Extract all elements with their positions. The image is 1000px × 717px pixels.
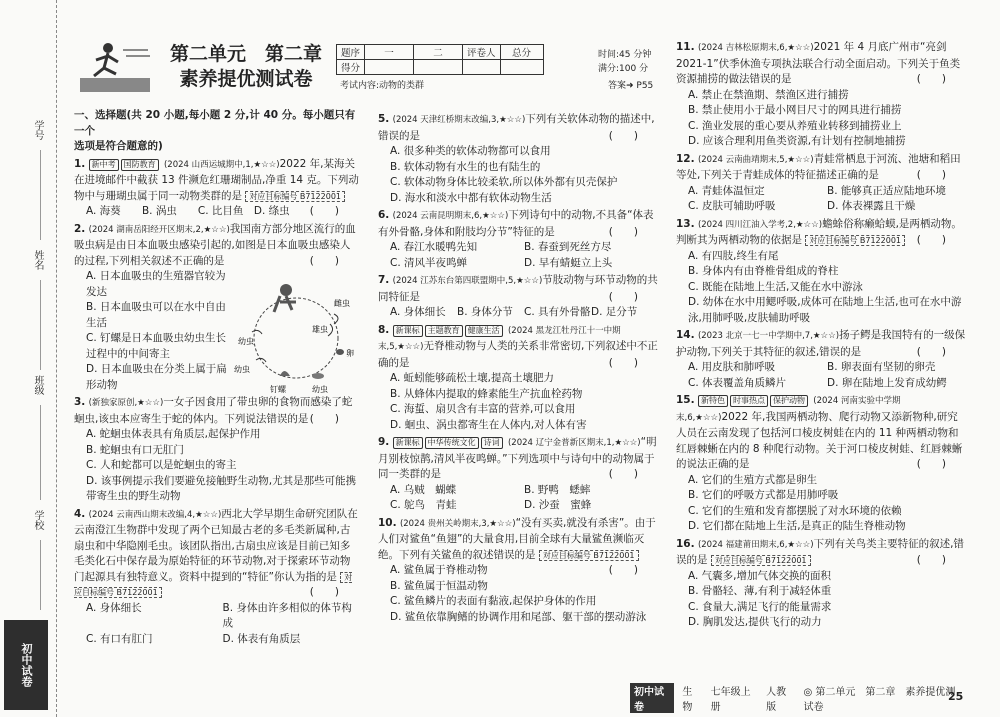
number-label: 学号 <box>32 120 43 140</box>
middle-column <box>378 110 658 625</box>
question-text: 2022 年,某海关在进境邮件中截获 13 件濒危红珊瑚制品,净重 14 克。下列动物中与珊瑚虫属于同一动物类群的是 <box>74 157 359 202</box>
male-label: 雄虫 <box>312 325 328 334</box>
score-cell: 题序 <box>337 45 365 60</box>
question-source: (2024 河南实验中学期末,6,★☆☆) <box>676 396 901 423</box>
answer-blank[interactable]: ( ) <box>309 254 339 267</box>
options-row <box>378 256 658 272</box>
answer-blank[interactable]: ( ) <box>309 586 339 598</box>
option[interactable]: D. 幼体在水中用鳃呼吸,成体可在陆地上生活,也可在水中游泳,用肺呼吸,皮肤辅助呼吸 <box>688 296 962 324</box>
question-tag: 诗词 <box>481 437 503 449</box>
school-label: 学校 <box>32 510 43 530</box>
fill-line <box>40 540 41 610</box>
binding-strip <box>0 0 57 717</box>
question-text: 一女子因食用了带虫卵的食物而感染了蛇蛔虫,该虫本应寄生于蛇的体内。下列说法错误的是 <box>74 396 353 425</box>
option[interactable]: C. 具有外骨骼 <box>524 306 591 318</box>
question-source: (2024 四川江油入学考,2,★☆☆) <box>697 219 823 230</box>
option[interactable]: D. 日本血吸虫在分类上属于扁形动物 <box>86 363 227 391</box>
option[interactable]: C. 鸵鸟 青蛙 <box>390 499 457 511</box>
option[interactable]: D. 沙蚕 蜜蜂 <box>524 499 592 511</box>
option[interactable]: C. 软体动物身体比较柔软,所以体外都有贝壳保护 <box>390 176 618 188</box>
question-tag: 新课标 <box>393 325 423 337</box>
question-source: (2024 湖南岳阳经开区期末,2,★☆☆) <box>88 224 230 235</box>
option[interactable]: B. 鲨鱼属于恒温动物 <box>390 579 488 592</box>
exam-meta <box>598 48 651 76</box>
options-row <box>676 184 966 200</box>
option[interactable]: A. 青蛙体温恒定 <box>688 184 765 197</box>
option[interactable]: B. 春蚕到死丝方尽 <box>524 241 612 253</box>
option[interactable]: A. 身体细长 <box>86 601 142 614</box>
question-text: 2021 年 4 月底广州市“亮剑2021-1”伏季休渔专项执法联合行动全面启动。下列关于鱼类资源捕捞的做法错误的是 <box>676 41 961 85</box>
score-cell: 一 <box>365 45 414 60</box>
option[interactable]: A. 春江水暖鸭先知 <box>390 241 478 253</box>
option[interactable]: D. 卵在陆地上发育成幼鳄 <box>827 376 947 389</box>
question-number: 8. <box>378 323 390 336</box>
option[interactable]: A. 用皮肤和肺呼吸 <box>688 361 776 373</box>
exam-header <box>78 40 658 96</box>
option[interactable]: D. 该事例提示我们要避免接触野生动物,尤其是那些可能携带寄生虫的野生动物 <box>86 474 357 502</box>
option[interactable]: B. 能够真正适应陆地环境 <box>827 184 946 197</box>
score-cell[interactable] <box>500 60 543 75</box>
question-tag: 新特色 <box>698 395 728 407</box>
question-source: (2024 辽宁金普新区期末,1,★☆☆) <box>507 438 641 448</box>
score-cell: 得分 <box>337 60 365 75</box>
question-4 <box>74 507 359 648</box>
egg-icon <box>336 349 344 355</box>
question-text: 节肢动物与环节动物的共同特征是 <box>378 274 658 303</box>
time-limit: 时间:45 分钟 <box>598 50 652 60</box>
snail-icon <box>280 371 290 376</box>
fill-line <box>40 405 41 500</box>
question-tag: 中华传统文化 <box>425 437 479 449</box>
question-text: 青蛙常栖息于河流、池塘和稻田等处,下列关于青蛙成体的特征描述正确的是 <box>676 152 961 181</box>
larva-label: 幼虫 <box>234 365 250 374</box>
target-ref: 对应目标编号 B7122001 <box>711 555 811 566</box>
question-text: “没有买卖,就没有杀害”。由于人们对鲨鱼“鱼翅”的大量食用,目前全球有大量鲨鱼濒临灭绝。下列有关鲨鱼的叙述错误的是 <box>378 516 656 561</box>
answer-blank[interactable]: ( ) <box>916 234 946 246</box>
answer-blank[interactable]: ( ) <box>608 564 638 576</box>
question-text: 我国南方部分地区流行的血吸虫病是由日本血吸虫感染引起的,如图是日本血吸虫感染人的过程,下列相关叙述不正确的是 <box>74 222 356 267</box>
section-title-cont: 选项是符合题意的) <box>74 140 163 152</box>
question-source: (2024 吉林松原期末,6,★☆☆) <box>697 43 814 53</box>
schistosome-cycle-figure <box>234 280 364 395</box>
exam-content: 考试内容:动物的类群 <box>340 81 425 91</box>
unit-title <box>156 42 336 92</box>
question-number: 2. <box>74 222 86 235</box>
question-number: 6. <box>378 209 390 221</box>
option[interactable]: D. 体表裸露且干燥 <box>827 200 916 212</box>
option[interactable]: A. 它们的生殖方式都是卵生 <box>688 473 818 486</box>
question-text: 扬子鳄是我国特有的一级保护动物,下列关于其特征的叙述,错误的是 <box>676 329 966 358</box>
question-1 <box>74 157 359 220</box>
options-row <box>378 240 658 256</box>
option[interactable]: A. 身体细长 <box>390 306 446 318</box>
option[interactable]: B. 身体内有由脊椎骨组成的脊柱 <box>688 265 839 277</box>
option[interactable]: C. 比目鱼 <box>197 205 244 217</box>
option[interactable]: D. 应该合理利用鱼类资源,有计划有控制地捕捞 <box>688 135 906 147</box>
score-cell: 评卷人 <box>463 45 501 60</box>
option[interactable]: B. 日本血吸虫可以在水中自由生活 <box>86 301 226 329</box>
answer-blank[interactable]: ( ) <box>916 458 946 470</box>
larva-label: 幼虫 <box>312 385 328 394</box>
male-worm-icon <box>328 324 333 336</box>
question-number: 10. <box>378 516 397 529</box>
egg-label: 卵 <box>346 349 354 358</box>
option[interactable]: A. 蛇蛔虫体表具有角质层,起保护作用 <box>86 428 261 440</box>
option[interactable]: A. 日本血吸虫的生殖器官较为发达 <box>86 270 226 298</box>
answer-ref: 答案➜ P55 <box>608 81 654 91</box>
question-text: 2022 年,我国两栖动物、爬行动物又添新物种,研究人员在云南发现了包括河口棱皮树蛙在内的 11 种两栖动物和红唇棘蜥在内的 8 种爬行动物。关于河口棱皮树蛙、红唇棘蜥的说法正确的是 <box>676 410 963 470</box>
option[interactable]: D. 蛔虫、涡虫都寄生在人体内,对人体有害 <box>390 418 587 431</box>
option[interactable]: B. 身体分节 <box>457 306 513 318</box>
question-number: 4. <box>74 507 86 520</box>
name-label: 姓名 <box>32 250 43 270</box>
option[interactable]: C. 既能在陆地上生活,又能在水中游泳 <box>688 280 863 293</box>
target-ref: 对应目标编号 B7122001 <box>539 550 639 561</box>
option[interactable]: A. 海葵 <box>86 205 121 217</box>
question-tag: 新中考 <box>89 159 119 171</box>
page-footer <box>630 687 970 713</box>
option[interactable]: A. 乌贼 蝴蝶 <box>390 483 457 496</box>
score-cell[interactable] <box>463 60 501 75</box>
question-10 <box>378 516 658 626</box>
question-number: 15. <box>676 394 695 406</box>
question-tag: 新课标 <box>393 437 423 449</box>
options-row <box>378 483 658 499</box>
question-source: (2024 云南西山期末改编,4,★☆☆) <box>88 509 222 520</box>
answer-blank[interactable]: ( ) <box>608 468 638 480</box>
options-row <box>378 305 658 321</box>
option[interactable]: A. 鲨鱼属于脊椎动物 <box>390 564 488 576</box>
option[interactable]: A. 禁止在禁渔期、禁渔区进行捕捞 <box>688 88 849 101</box>
answer-blank[interactable]: ( ) <box>608 225 638 238</box>
option[interactable]: A. 气囊多,增加气体交换的面积 <box>688 569 832 582</box>
footer-badge: 初中试卷 <box>630 683 674 713</box>
question-number: 3. <box>74 396 86 408</box>
question-number: 7. <box>378 274 390 286</box>
footer-grade: 七年级上册 <box>710 687 751 713</box>
answer-blank[interactable]: ( ) <box>916 554 946 566</box>
question-text: 下列有关鸟类主要特征的叙述,错误的是 <box>676 537 964 566</box>
question-tag: 国防教育 <box>121 159 159 171</box>
question-tag: 保护动物 <box>770 395 808 407</box>
question-source: (2024 贵州关岭期末,3,★☆☆) <box>399 518 516 529</box>
options-row <box>74 632 359 648</box>
option[interactable]: D. 海水和淡水中都有软体动物生活 <box>390 191 552 204</box>
question-text: 无脊椎动物与人类的关系非常密切,下列叙述中不正确的是 <box>378 340 658 369</box>
question-number: 16. <box>676 537 695 550</box>
question-15 <box>676 393 966 535</box>
fill-line <box>40 280 41 370</box>
question-number: 5. <box>378 113 390 125</box>
question-text: “明月别枝惊鹊,清风半夜鸣蝉。”下列选项中与诗句中的动物属于同一类群的是 <box>378 436 657 480</box>
question-number: 11. <box>676 41 695 53</box>
section-title: 一、选择题(共 20 小题,每小题 2 分,计 40 分。每小题只有一个 <box>74 109 356 137</box>
question-number: 1. <box>74 157 86 170</box>
question-source: (2024 云南昆明期末,6,★☆☆) <box>392 211 509 221</box>
answer-blank[interactable]: ( ) <box>916 169 946 181</box>
target-ref: 对应目标编号 B7122001 <box>805 235 905 246</box>
target-ref: 对应目标编号 B7122001 <box>74 572 353 597</box>
question-13 <box>676 217 966 327</box>
target-ref: 对应目标编号 B7122001 <box>245 191 345 202</box>
question-source: (新独家原创,★☆☆) <box>88 398 164 408</box>
option[interactable]: B. 野鸭 蟋蟀 <box>524 483 591 496</box>
question-tag: 时事热点 <box>730 395 768 407</box>
question-text: 下列诗句中的动物,不具备“体表有外骨骼,身体和附肢均分节”特征的是 <box>378 209 654 238</box>
question-11 <box>676 40 966 150</box>
score-cell: 总分 <box>500 45 543 60</box>
question-text: 蟾蜍俗称癞蛤蟆,是两栖动物。判断其为两栖动物的依据是 <box>676 217 962 246</box>
option[interactable]: B. 禁止使用小于最小网目尺寸的网具进行捕捞 <box>688 104 902 116</box>
full-score: 满分:100 分 <box>598 64 649 74</box>
option[interactable]: B. 从蜂体内提取的蜂素能生产抗血栓药物 <box>390 387 583 400</box>
human-icon <box>274 284 296 312</box>
option[interactable]: D. 早有蜻蜓立上头 <box>524 256 613 269</box>
question-5 <box>378 112 658 206</box>
answer-blank[interactable]: ( ) <box>608 290 638 303</box>
question-text: 下列有关软体动物的描述中,错误的是 <box>378 113 655 142</box>
score-table <box>336 44 544 75</box>
question-source: (2024 山西运城期中,1,★☆☆) <box>163 159 280 170</box>
option[interactable]: B. 身体由许多相似的体节构成 <box>222 601 352 629</box>
option[interactable]: B. 蛇蛔虫有口无肛门 <box>86 443 184 456</box>
brand-logo: 初中试卷 <box>4 620 48 710</box>
question-number: 14. <box>676 329 695 341</box>
option[interactable]: D. 胸肌发达,提供飞行的动力 <box>688 616 822 628</box>
question-9 <box>378 435 658 514</box>
fill-line <box>40 150 41 240</box>
option[interactable]: B. 软体动物有水生的也有陆生的 <box>390 160 541 173</box>
question-source: (2024 黑龙江牡丹江十一中期末,5,★☆☆) <box>378 325 621 352</box>
answer-blank[interactable]: ( ) <box>309 412 339 425</box>
runner-illustration-icon <box>78 40 152 94</box>
options-row <box>676 199 966 215</box>
option[interactable]: C. 有口有肛门 <box>86 632 153 645</box>
question-14 <box>676 328 966 391</box>
option[interactable]: A. 蚯蚓能够疏松土壤,提高土壤肥力 <box>390 372 555 384</box>
options-row <box>74 204 310 220</box>
question-16 <box>676 537 966 631</box>
right-column <box>676 38 966 631</box>
question-8 <box>378 323 658 434</box>
option[interactable]: D. 体表有角质层 <box>222 632 301 645</box>
option[interactable]: C. 鲨鱼鳞片的表面有黏液,起保护身体的作用 <box>390 595 597 607</box>
option[interactable]: C. 海蜇、扇贝含有丰富的营养,可以食用 <box>390 403 576 415</box>
option[interactable]: D. 足分节 <box>591 306 638 318</box>
options-row <box>676 360 966 376</box>
score-cell[interactable] <box>365 60 414 75</box>
options-list <box>74 269 234 393</box>
title-line1: 第二单元 第二章 <box>169 43 322 65</box>
answer-blank[interactable]: ( ) <box>608 356 638 369</box>
question-6 <box>378 208 658 271</box>
option[interactable]: B. 骨骼轻、薄,有利于减轻体重 <box>688 585 832 597</box>
options-row <box>676 376 966 392</box>
page-number: 25 <box>948 690 964 703</box>
question-3 <box>74 395 359 505</box>
question-source: (2024 江苏东台第四联盟期中,5,★☆☆) <box>392 276 543 286</box>
question-12 <box>676 152 966 215</box>
answer-blank[interactable]: ( ) <box>608 129 638 142</box>
option[interactable]: B. 卵表面有坚韧的卵壳 <box>827 361 936 373</box>
footer-edition: 人教版 <box>766 687 787 713</box>
question-number: 12. <box>676 152 695 165</box>
larva-icon <box>252 330 262 334</box>
option[interactable]: C. 渔业发展的重心要从养殖业转移到捕捞业上 <box>688 119 902 132</box>
option[interactable]: C. 人和蛇都可以是蛇蛔虫的寄主 <box>86 459 237 471</box>
question-tag: 健康生活 <box>465 325 503 337</box>
option[interactable]: A. 有四肢,终生有尾 <box>688 249 779 262</box>
options-row <box>74 601 359 632</box>
question-number: 9. <box>378 436 390 448</box>
score-cell: 二 <box>414 45 463 60</box>
score-cell[interactable] <box>414 60 463 75</box>
option[interactable]: D. 它们都在陆地上生活,是真正的陆生脊椎动物 <box>688 520 906 532</box>
question-number: 13. <box>676 217 695 230</box>
answer-blank[interactable]: ( ) <box>309 205 339 217</box>
question-source: (2024 天津红桥期末改编,3,★☆☆) <box>392 115 526 125</box>
question-source: (2024 云南曲靖期末,5,★☆☆) <box>697 154 814 165</box>
question-tag: 主题教育 <box>425 325 463 337</box>
option[interactable]: C. 体表覆盖角质鳞片 <box>688 376 787 389</box>
option[interactable]: A. 很多种类的软体动物都可以食用 <box>390 145 551 157</box>
options-row <box>378 498 658 514</box>
question-source: (2024 福建莆田期末,6,★☆☆) <box>697 539 814 550</box>
option[interactable]: B. 涡虫 <box>141 205 177 217</box>
option[interactable]: D. 绦虫 <box>253 205 290 217</box>
option[interactable]: C. 皮肤可辅助呼吸 <box>688 200 776 212</box>
option[interactable]: B. 它们的呼吸方式都是用肺呼吸 <box>688 489 839 501</box>
female-label: 雌虫 <box>334 299 350 308</box>
option[interactable]: C. 清风半夜鸣蝉 <box>390 256 468 269</box>
class-label: 班级 <box>32 375 43 395</box>
question-7 <box>378 273 658 321</box>
footer-unit: ◎ 第二单元 第二章 素养提优测试卷 <box>803 687 956 713</box>
answer-blank[interactable]: ( ) <box>916 345 946 358</box>
larva-icon <box>312 373 324 379</box>
option[interactable]: C. 钉螺是日本血吸虫幼虫生长过程中的中间寄主 <box>86 332 227 360</box>
option[interactable]: D. 鲨鱼依靠胸鳍的协调作用和尾部、躯干部的摆动游泳 <box>390 610 647 623</box>
footer-subject: 生物 <box>682 687 693 713</box>
snail-label: 钉螺 <box>270 385 286 394</box>
option[interactable]: C. 它们的生殖和发育都摆脱了对水环境的依赖 <box>688 504 902 517</box>
question-text: 西北大学早期生命研究团队在云南澄江生物群中发现了两个已知最古老的多毛类新属种,古扇虫和中华隐刚毛虫。该团队指出,古扇虫应该是目前已知多毛类化石中保存最为原始特征的环节动物,对于探索环节动物门起源具有独特意义。资料中提到的“特征”你认为指的是 <box>74 507 358 583</box>
answer-blank[interactable]: ( ) <box>916 73 946 85</box>
title-line2: 素养提优测试卷 <box>179 68 313 90</box>
larva-label: 幼虫 <box>238 337 254 346</box>
question-source: (2023 北京一七一中学期中,7,★☆☆) <box>697 331 840 341</box>
option[interactable]: C. 食量大,满足飞行的能量需求 <box>688 600 832 613</box>
